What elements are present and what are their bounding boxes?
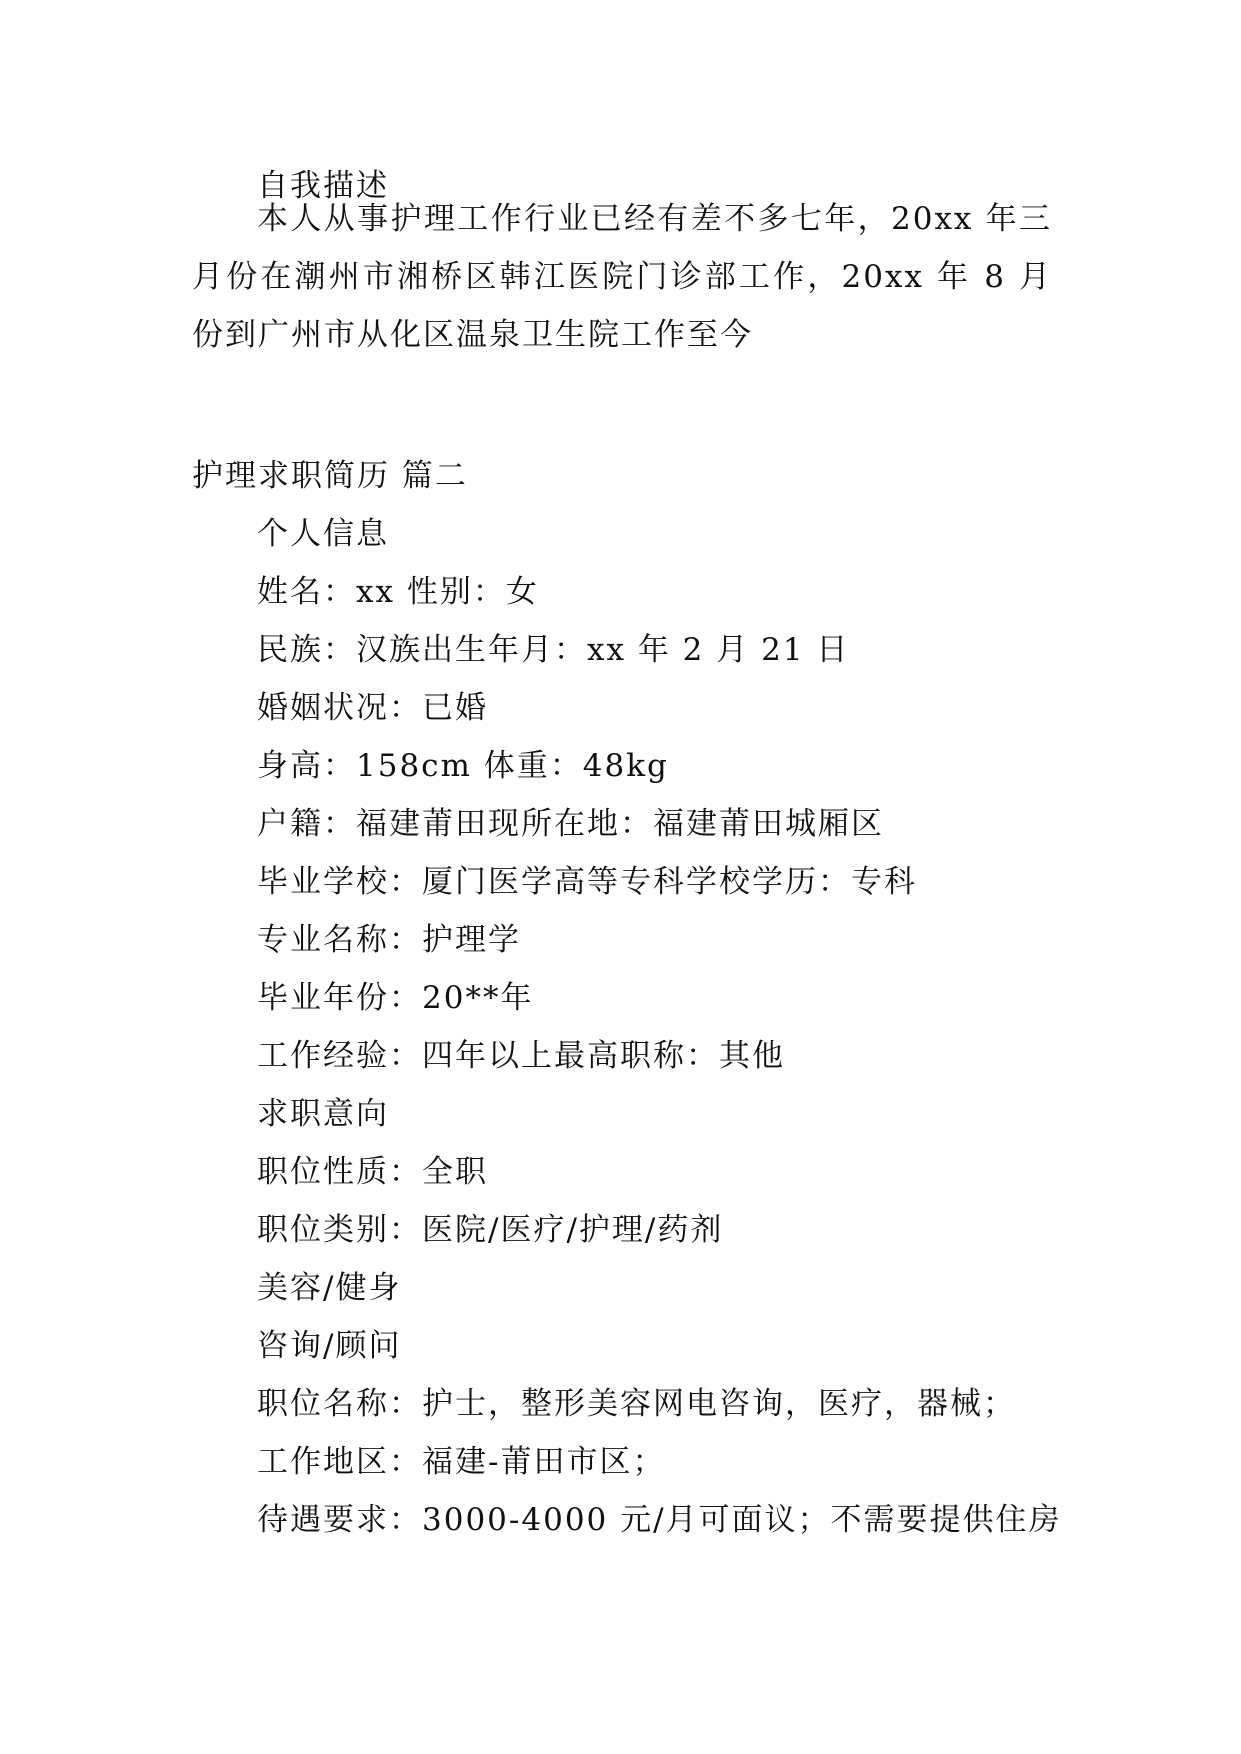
info-line-school: 毕业学校：厦门医学高等专科学校学历：专科 xyxy=(257,864,917,900)
info-line-experience: 工作经验：四年以上最高职称：其他 xyxy=(257,1038,785,1074)
self-description-heading: 自我描述 xyxy=(257,168,389,204)
info-line-ethnicity-birth: 民族：汉族出生年月：xx 年 2 月 21 日 xyxy=(257,632,850,668)
personal-info-heading: 个人信息 xyxy=(257,516,389,552)
info-line-major: 专业名称：护理学 xyxy=(257,922,521,958)
job-line-position: 职位名称：护士，整形美容网电咨询，医疗，器械； xyxy=(257,1386,1016,1422)
resume-title: 护理求职简历 篇二 xyxy=(192,458,468,494)
job-line-category-beauty: 美容/健身 xyxy=(257,1270,402,1306)
info-line-name-gender: 姓名：xx 性别：女 xyxy=(257,574,539,610)
info-line-height-weight: 身高：158cm 体重：48kg xyxy=(257,748,669,784)
info-line-grad-year: 毕业年份：20**年 xyxy=(257,980,534,1016)
job-line-category-consulting: 咨询/顾问 xyxy=(257,1328,402,1364)
job-line-nature: 职位性质：全职 xyxy=(257,1154,488,1190)
info-line-residence: 户籍：福建莆田现所在地：福建莆田城厢区 xyxy=(257,806,884,842)
self-description-paragraph: 本人从事护理工作行业已经有差不多七年，20xx 年三月份在潮州市湘桥区韩江医院门诊部工作，20xx 年 8 月份到广州市从化区温泉卫生院工作至今 xyxy=(192,201,1052,353)
job-line-location: 工作地区：福建-莆田市区； xyxy=(257,1444,666,1480)
job-line-category: 职位类别：医院/医疗/护理/药剂 xyxy=(257,1212,724,1248)
job-intention-heading: 求职意向 xyxy=(257,1096,389,1132)
info-line-marital: 婚姻状况：已婚 xyxy=(257,690,488,726)
job-line-salary: 待遇要求：3000-4000 元/月可面议；不需要提供住房 xyxy=(257,1502,1062,1538)
